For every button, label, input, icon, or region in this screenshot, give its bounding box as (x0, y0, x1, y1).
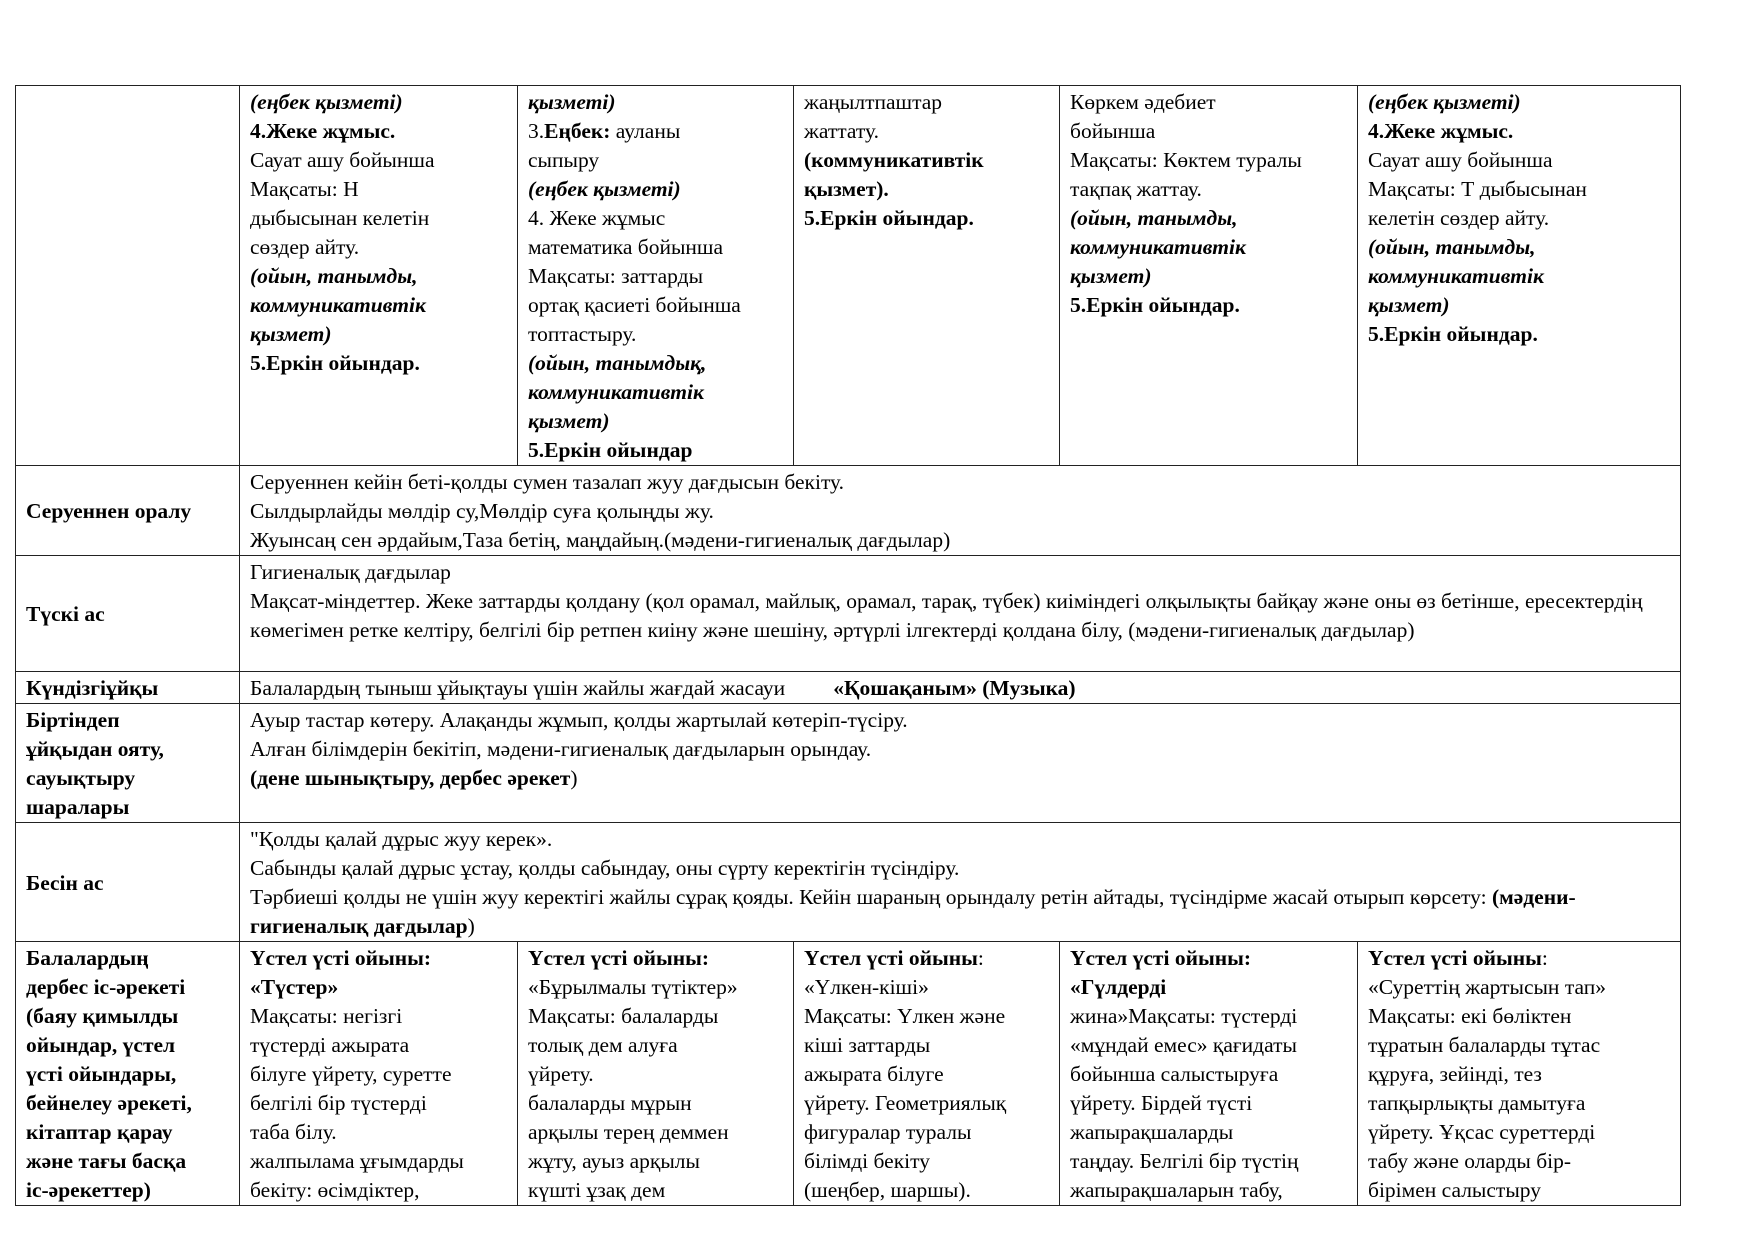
game-heading: Үстел үсті ойыны: (528, 946, 710, 970)
cell-line: «мұндай емес» қағидаты (1070, 1033, 1297, 1057)
cell-line: 4. Жеке жұмыс (528, 206, 666, 230)
cell-line: үйрету. Ұқсас суреттерді (1368, 1120, 1596, 1144)
cell-line: топтастыру. (528, 322, 637, 346)
cell-line: таңдау. Белгілі бір түстің (1070, 1149, 1299, 1173)
cell-line: фигуралар туралы (804, 1120, 972, 1144)
cell-line: (ойын, танымды, (250, 264, 418, 288)
cell-line: (еңбек қызметі) (1368, 90, 1521, 114)
cell-line: сөздер айту. (250, 235, 360, 259)
cell-line: сыпыру (528, 148, 600, 172)
game-heading: Үстел үсті ойыны: (250, 946, 432, 970)
cell-line (250, 883, 1670, 941)
cell-line: Сауат ашу бойынша (1368, 148, 1553, 172)
cell-line: жапырақшаларды (1070, 1120, 1234, 1144)
cell-line: (еңбек қызметі) (528, 177, 681, 201)
table-row (16, 86, 1681, 466)
row-header-snack: Бесін ас (16, 823, 240, 942)
cell-line: (коммуникативтік (804, 148, 984, 172)
row-header-wakeup (16, 704, 240, 823)
cell-line (1368, 944, 1670, 973)
header-line: Балалардың (26, 946, 149, 970)
row-header-nap: Күндізгіұйқы (16, 672, 240, 704)
header-line: ойындар, үстел (26, 1033, 176, 1057)
cell-line: 5.Еркін ойындар. (1368, 322, 1538, 346)
nap-music: «Қошақаным» (Музыка) (833, 676, 1076, 700)
table-row (16, 556, 1681, 672)
activity-tuesday-cell (518, 942, 794, 1206)
cell-line: жаңылтпаштар (804, 90, 943, 114)
cell-line: дыбысынан келетін (250, 206, 430, 230)
lunch-cell (240, 556, 1681, 672)
header-line: (баяу қимылды (26, 1004, 179, 1028)
cell-line: тапқырлықты дамытуға (1368, 1091, 1586, 1115)
cell-line (804, 944, 1049, 973)
activity-friday-cell (1358, 942, 1681, 1206)
table-row (16, 942, 1681, 1206)
cell-line: Мақсат-міндеттер. Жеке заттарды қолдану (қол орамал, майлық, орамал, тарақ, түбек) киіміндегі олқылықты байқау және оны өз бетінше, ересектердің көмегімен ретке келтіру, белгілі бір ретпен киіну және шешіну, әртүрлі ілгектерді қолдана білу, (мәдени-гигиеналық дағдылар) (250, 589, 1643, 642)
cell-line: қызмет). (804, 177, 889, 201)
close-paren: ) (467, 914, 475, 938)
cell-line: 5.Еркін ойындар. (804, 206, 974, 230)
cell-line: (ойын, танымды, (1368, 235, 1536, 259)
header-line: Біртіндеп (26, 708, 120, 732)
cell-line: коммуникативтік (250, 293, 426, 317)
game-name: «Түстер» (250, 975, 339, 999)
cell-line: белгілі бір түстерді (250, 1091, 427, 1115)
cell-line: жапырақшаларын табу, (1070, 1178, 1283, 1202)
cell-line: Көркем әдебиет (1070, 90, 1216, 114)
cell-line: күшті ұзақ дем (528, 1178, 666, 1202)
cell-line: «Үлкен-кіші» (804, 975, 929, 999)
cell-line (250, 764, 1670, 793)
cell-line: Мақсаты: Көктем туралы (1070, 148, 1302, 172)
activity-monday-cell (240, 942, 518, 1206)
cell-line: (ойын, танымдық, (528, 351, 707, 375)
snack-text: Тәрбиеші қолды не үшін жуу керектігі жайлы сұрақ қояды. Кейін шараның орындалу ретін айтады, түсіндірме жасай отырып көрсету: (250, 885, 1492, 909)
daily-plan-table (15, 85, 1681, 1206)
cell-line: үйрету. Геометриялық (804, 1091, 1007, 1115)
header-line: кітаптар қарау (26, 1120, 173, 1144)
heading-colon: : (1541, 946, 1548, 970)
cell-line: құруға, зейінді, тез (1368, 1062, 1542, 1086)
snack-cell (240, 823, 1681, 942)
cell-line: бекіту: өсімдіктер, (250, 1178, 420, 1202)
game-heading: Үстел үсті ойыны (804, 946, 978, 970)
game-heading: Үстел үсті ойыны (1368, 946, 1542, 970)
table-row (16, 704, 1681, 823)
cell-line: балаларды мұрын (528, 1091, 692, 1115)
cell-line: Мақсаты: Үлкен және (804, 1004, 1006, 1028)
cell-line: қызмет) (1070, 264, 1152, 288)
cell-line: 5.Еркін ойындар (528, 438, 693, 462)
cell-line: жина»Мақсаты: түстерді (1070, 1004, 1298, 1028)
header-line: дербес іс-әрекеті (26, 975, 186, 999)
header-line: ұйқыдан ояту, (26, 737, 164, 761)
cell-line: 4.Жеке жұмыс. (1368, 119, 1514, 143)
cell-line: Сабынды қалай дұрыс ұстау, қолды сабындау, оны сүрту керектігін түсіндіру. (250, 856, 960, 880)
cell-line: 5.Еркін ойындар. (250, 351, 420, 375)
cell-line: коммуникативтік (1070, 235, 1246, 259)
cell-line: қызмет) (250, 322, 332, 346)
activity-thursday-cell (1060, 942, 1358, 1206)
cell-line: бойынша (1070, 119, 1156, 143)
cell-line: Мақсаты: екі бөліктен (1368, 1004, 1572, 1028)
monday-cell (240, 86, 518, 466)
header-line: үсті ойындары, (26, 1062, 177, 1086)
row-header-return-walk: Серуеннен оралу (16, 466, 240, 556)
nap-cell (240, 672, 1681, 704)
cell-line: Сылдырлайды мөлдір су,Мөлдір суға қолыңды жу. (250, 499, 714, 523)
cell-line: таба білу. (250, 1120, 337, 1144)
cell-line: (ойын, танымды, (1070, 206, 1238, 230)
cell-line: «Бұрылмалы түтіктер» (528, 975, 738, 999)
cell-line: үйрету. (528, 1062, 594, 1086)
cell-line: Серуеннен кейін беті-қолды сумен тазалап жуу дағдысын бекіту. (250, 470, 845, 494)
cell-line: бірімен салыстыру (1368, 1178, 1541, 1202)
header-line: бейнелеу әрекеті, (26, 1091, 192, 1115)
return-walk-cell (240, 466, 1681, 556)
cell-line: білуге үйрету, суретте (250, 1062, 452, 1086)
tuesday-cell (518, 86, 794, 466)
cell-line: бойынша салыстыруға (1070, 1062, 1279, 1086)
cell-line: кіші заттарды (804, 1033, 931, 1057)
cell-line: қызмет) (1368, 293, 1450, 317)
cell-line: Ауыр тастар көтеру. Алақанды жұмып, қолды жартылай көтеріп-түсіру. (250, 708, 908, 732)
cell-line: Мақсаты: негізгі (250, 1004, 403, 1028)
cell-line: Мақсаты: балаларды (528, 1004, 719, 1028)
row-header-lunch: Түскі ас (16, 556, 240, 672)
game-heading: Үстел үсті ойыны: (1070, 946, 1252, 970)
header-line: сауықтыру (26, 766, 136, 790)
cell-line: (еңбек қызметі) (250, 90, 403, 114)
cell-line: түстерді ажырата (250, 1033, 410, 1057)
close-paren: ) (570, 766, 578, 790)
cell-line: «Суреттің жартысын тап» (1368, 975, 1606, 999)
cell-line: Мақсаты: Н (250, 177, 359, 201)
wakeup-activity-type: (дене шынықтыру, дербес әрекет (250, 766, 571, 790)
cell-line: 4.Жеке жұмыс. (250, 119, 396, 143)
cell-line: Сауат ашу бойынша (250, 148, 435, 172)
table-row (16, 672, 1681, 704)
cell-line: жалпылама ұғымдарды (250, 1149, 464, 1173)
cell-line: жаттату. (804, 119, 879, 143)
thursday-cell (1060, 86, 1358, 466)
nap-text: Балалардың тыныш ұйықтауы үшін жайлы жағдай жасауи (250, 676, 786, 700)
cell-line: Жуынсаң сен әрдайым,Таза бетің, маңдайың.(мәдени-гигиеналық дағдылар) (250, 528, 951, 552)
cell-line: Гигиеналық дағдылар (250, 560, 451, 584)
cell-line: математика бойынша (528, 235, 724, 259)
row-header-activity (16, 942, 240, 1206)
wednesday-cell (794, 86, 1060, 466)
cell-line: қызметі) (528, 90, 616, 114)
friday-cell (1358, 86, 1681, 466)
cell-line: Мақсаты: Т дыбысынан (1368, 177, 1587, 201)
cell-line: коммуникативтік (528, 380, 704, 404)
cell-line: ажырата білуге (804, 1062, 944, 1086)
cell-line: үйрету. Бірдей түсті (1070, 1091, 1253, 1115)
cell-line: Мақсаты: заттарды (528, 264, 704, 288)
cell-line: арқылы терең деммен (528, 1120, 729, 1144)
cell-line (528, 117, 783, 146)
cell-line: (шеңбер, шаршы). (804, 1178, 971, 1202)
item-number: 3. (528, 119, 545, 143)
cell-line: 5.Еркін ойындар. (1070, 293, 1240, 317)
cell-line: тақпақ жаттау. (1070, 177, 1202, 201)
cell-line: толық дем алуға (528, 1033, 678, 1057)
game-name: «Гүлдерді (1070, 975, 1167, 999)
cell-line: Алған білімдерін бекітіп, мәдени-гигиеналық дағдыларын орындау. (250, 737, 872, 761)
cell-line: білімді бекіту (804, 1149, 930, 1173)
row-header-empty (16, 86, 240, 466)
cell-line: қызмет) (528, 409, 610, 433)
cell-line: ортақ қасиеті бойынша (528, 293, 741, 317)
header-line: және тағы басқа (26, 1149, 187, 1173)
header-line: шаралары (26, 795, 130, 819)
cell-line: жұту, ауыз арқылы (528, 1149, 700, 1173)
table-row (16, 823, 1681, 942)
heading-colon: : (977, 946, 984, 970)
cell-line: "Қолды қалай дұрыс жуу керек». (250, 827, 553, 851)
wakeup-cell (240, 704, 1681, 823)
header-line: іс-әрекеттер) (26, 1178, 151, 1202)
labor-label: Еңбек: (544, 119, 611, 143)
snack-activity-type: (мәдени-гигиеналық дағдылар (250, 885, 1576, 938)
cell-line: келетін сөздер айту. (1368, 206, 1550, 230)
cell-line: коммуникативтік (1368, 264, 1544, 288)
table-row (16, 466, 1681, 556)
cell-line: табу және оларды бір- (1368, 1149, 1572, 1173)
activity-wednesday-cell (794, 942, 1060, 1206)
labor-text: ауланы (610, 119, 681, 143)
cell-line: тұратын балаларды тұтас (1368, 1033, 1601, 1057)
